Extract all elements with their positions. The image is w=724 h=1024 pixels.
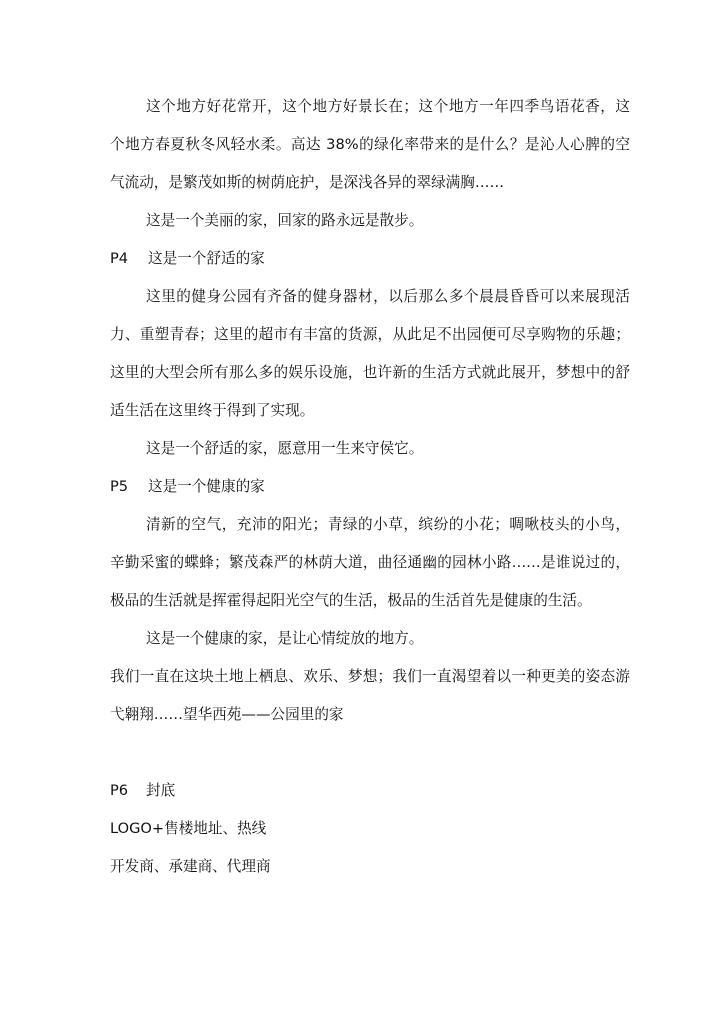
paragraph-line: 力、重塑青春；这里的超市有丰富的货源，从此足不出园便可尽享购物的乐趣；: [110, 326, 630, 343]
paragraph-line: 这里的健身公园有齐备的健身器材，以后那么多个晨晨昏昏可以来展现活: [146, 288, 630, 305]
closing-line: 这是一个健康的家，是让心情绽放的地方。: [146, 630, 424, 647]
paragraph-line: 辛勤采蜜的蝶蜂；繁茂森严的林荫大道，曲径通幽的园林小路……是谁说过的，: [110, 554, 630, 571]
closing-line: 这是一个美丽的家，回家的路永远是散步。: [146, 212, 424, 229]
section-number: P4: [110, 250, 129, 267]
paragraph-line: 这里的大型会所有那么多的娱乐设施，也许新的生活方式就此展开，梦想中的舒: [110, 364, 630, 381]
list-item: 开发商、承建商、代理商: [110, 858, 271, 875]
summary-line: 我们一直在这块土地上栖息、欢乐、梦想；我们一直渴望着以一种更美的姿态游: [110, 668, 630, 685]
paragraph-line: 适生活在这里终于得到了实现。: [110, 402, 315, 419]
section-heading-p5: [110, 477, 630, 497]
section-title: 这是一个舒适的家: [148, 250, 265, 267]
paragraph-line: 气流动，是繁茂如斯的树荫庇护，是深浅各异的翠绿满胸……: [110, 174, 505, 191]
summary-line: 弋翱翔……望华西苑——公园里的家: [110, 706, 344, 723]
closing-line: 这是一个舒适的家，愿意用一生来守侯它。: [146, 440, 424, 457]
section-heading-p4: [110, 249, 630, 269]
paragraph-line: 这个地方好花常开，这个地方好景长在；这个地方一年四季鸟语花香，这: [146, 98, 630, 115]
section-title: 封底: [146, 782, 176, 799]
section-number: P5: [110, 478, 129, 495]
section-number: P6: [110, 782, 129, 799]
paragraph-line: 个地方春夏秋冬风轻水柔。高达 38%的绿化率带来的是什么？是沁人心脾的空: [110, 136, 630, 153]
section-heading-p6: [110, 781, 630, 801]
paragraph-line: 极品的生活就是挥霍得起阳光空气的生活，极品的生活首先是健康的生活。: [110, 592, 592, 609]
paragraph-line: 清新的空气，充沛的阳光；青绿的小草，缤纷的小花；啁啾枝头的小鸟，: [146, 516, 630, 533]
section-title: 这是一个健康的家: [148, 478, 265, 495]
list-item: LOGO+售楼地址、热线: [110, 820, 267, 837]
